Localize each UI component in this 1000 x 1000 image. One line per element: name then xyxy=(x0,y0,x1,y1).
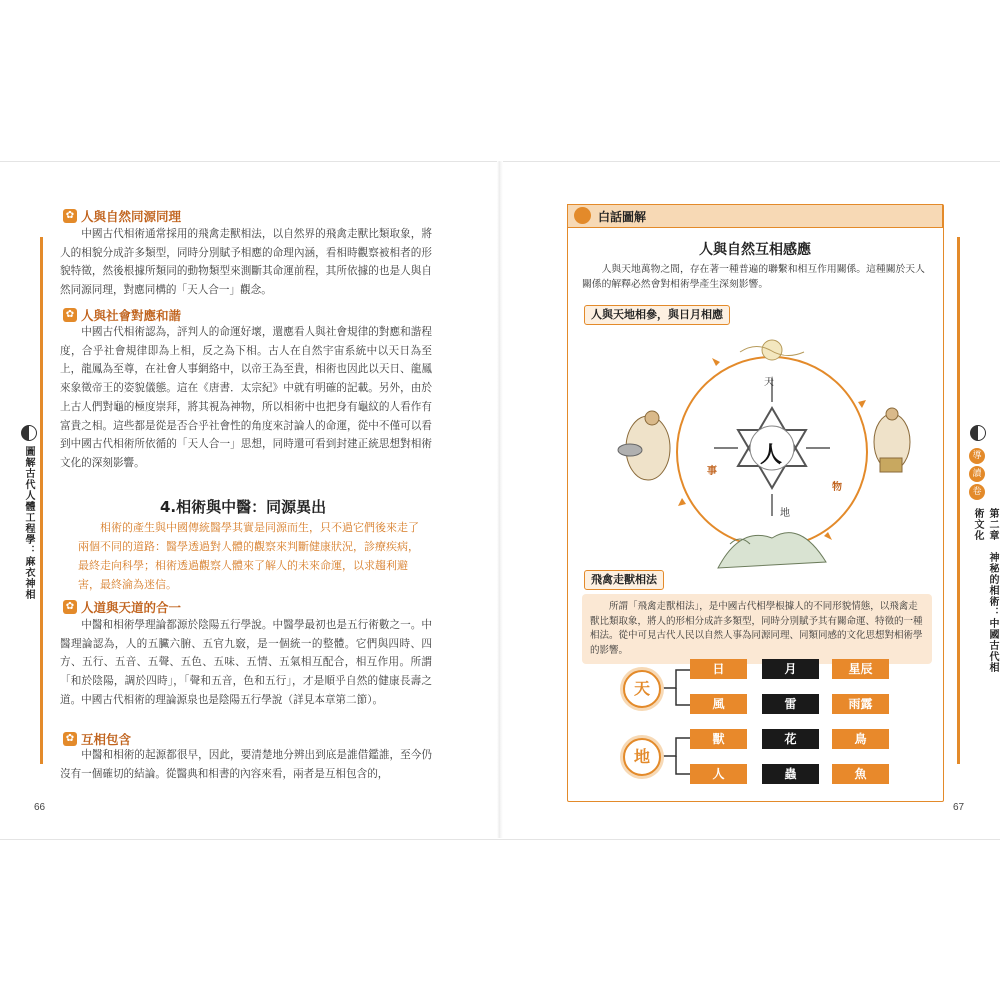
cell-human: 人 xyxy=(690,764,747,784)
left-running-title: 圖解古代人體工程學：麻衣神相 xyxy=(23,446,34,600)
diagram-tag: 人與天地相參，與日月相應 xyxy=(584,305,730,325)
badge-juan: 卷 xyxy=(969,484,985,500)
cell-beast: 獸 xyxy=(690,729,747,749)
label-affairs: 事 xyxy=(707,466,717,477)
deity-figure-illustration xyxy=(874,408,910,472)
badge-dao: 導 xyxy=(969,448,985,464)
cell-wind: 風 xyxy=(690,694,747,714)
yin-yang-icon xyxy=(970,425,986,441)
chapter-badges xyxy=(969,448,987,500)
cell-thunder: 雷 xyxy=(762,694,819,714)
cell-moon: 月 xyxy=(762,659,819,679)
cell-sun: 日 xyxy=(690,659,747,679)
cell-stars: 星辰 xyxy=(832,659,889,679)
right-margin-bar xyxy=(957,237,960,764)
paragraph-society: 中國古代相術認為，評判人的命運好壞，還應看人與社會規律的對應和諧程度，合乎社會規律即為上相，反之為下相。古人在自然宇宙系統中以天日為至上，龍鳳為至尊，在社會人事網絡中，以帝王為至貴，相術也因此以天日、龍鳳來象徵帝王的姿貌儀態。這在《唐書．太宗紀》中就有明確的記載。另外，由於上古人們對龜的極度崇拜，將其視為神物，所以相術中也把身有龜紋的人看作有富貴之相。這些都是從是否合乎社會性的角度來討論人的命運，從中不僅可以看到中國古代相術所依循的「天人合一」思想，同時還可看到封建正統思想對相術文化的深刻影響。 xyxy=(60,326,432,469)
section-bullet-icon: ✿ xyxy=(63,732,77,746)
label-earth: 地 xyxy=(780,508,790,519)
heading-mutual: ✿ 互相包含 xyxy=(63,730,131,748)
section-summary: 相術的產生與中國傳統醫學其實是同源而生，只不過它們後來走了兩個不同的道路：醫學透過對人體的觀察來判斷健康狀況，診療疾病，最終走向科學；相術透過觀察人體來了解人的未來命運，以求趨利避害，最終淪為迷信。 xyxy=(78,521,419,591)
method-tag: 飛禽走獸相法 xyxy=(584,570,664,590)
section-title: 4.相術與中醫：同源異出 xyxy=(160,498,327,516)
root-heaven: 天 xyxy=(623,670,661,708)
method-note: 所謂「飛禽走獸相法」，是中國古代相學根據人的不同形貌情態，以飛禽走獸比類取象，將人的形相分成許多類型，同時分別賦予其有關命運、特徵的一種相法。從中可見古代人民以自然人事為同源同理、同類同感的文化思想對相術學的影響。 xyxy=(582,594,932,664)
page-number-left: 66 xyxy=(34,802,46,813)
section-bullet-icon: ✿ xyxy=(63,600,77,614)
page-number-right: 67 xyxy=(953,802,965,813)
landscape-illustration xyxy=(718,533,826,568)
paragraph-dao: 中醫和相術學理論都源於陰陽五行學說。中醫學最初也是五行術數之一。中醫理論認為，人的五臟六腑、五官九竅，是一個統一的整體。它們與四時、四方、五行、五音、五聲、五色、五味、五情、五氣相互配合，相互作用。所謂「和於陰陽，調於四時」，「聲和五音，色和五行」，才是順乎自然的健康長壽之道。中國古代相術的理論源泉也是陰陽五行學說（詳見本章第二節）。 xyxy=(60,619,432,706)
panel-header: 白話圖解 xyxy=(567,204,943,228)
sun-moon-illustration xyxy=(740,340,804,360)
yin-yang-icon xyxy=(21,425,37,441)
cell-dew: 雨露 xyxy=(832,694,889,714)
heading-society: ✿ 人與社會對應和諧 xyxy=(63,306,181,324)
badge-du: 讀 xyxy=(969,466,985,482)
heading-nature: ✿ 人與自然同源同理 xyxy=(63,207,181,225)
arrow-head-icon xyxy=(824,532,832,540)
arrow-head-icon xyxy=(858,400,866,408)
arrow-head-icon xyxy=(678,498,686,506)
root-earth: 地 xyxy=(623,738,661,776)
section-bullet-icon: ✿ xyxy=(63,209,77,223)
page-fold xyxy=(497,161,503,838)
paragraph-mutual: 中醫和相術的起源都很早，因此，要清楚地分辨出到底是誰借鑑誰，至今仍沒有一個確切的結論。從醫典和相書的內容來看，兩者是互相包含的， xyxy=(60,749,432,780)
sage-figure-illustration xyxy=(618,411,670,480)
center-person-char: 人 xyxy=(759,443,782,468)
paragraph-nature: 中國古代相術通常採用的飛禽走獸相法，以自然界的飛禽走獸比類取象，將人的相貌分成許多類型，同時分別賦予相應的命理內涵，看相時觀察被相者的形貌特徵，然後根據所類同的動物類型來測斷其命運前程，其所依據的也是人與自然同源同理，對應同構的「天人合一」觀念。 xyxy=(60,228,432,297)
label-heaven: 天 xyxy=(764,377,774,388)
panel-title: 人與自然互相感應 xyxy=(699,242,811,258)
arrow-head-icon xyxy=(712,358,720,366)
lotus-icon xyxy=(574,207,591,224)
panel-intro: 人與天地萬物之間，存在著一種普遍的聯繫和相互作用關係。這種關於天人關係的解釋必然會對相術學產生深刻影響。 xyxy=(582,264,925,290)
left-margin-bar xyxy=(40,237,43,764)
right-running-title: 第二章 神秘的相術：中國古代相術文化 xyxy=(972,508,998,673)
section-bullet-icon: ✿ xyxy=(63,308,77,322)
cell-insect: 蟲 xyxy=(762,764,819,784)
label-things: 物 xyxy=(832,482,842,493)
cell-fish: 魚 xyxy=(832,764,889,784)
cell-bird: 鳥 xyxy=(832,729,889,749)
cell-flower: 花 xyxy=(762,729,819,749)
heading-dao: ✿ 人道與天道的合一 xyxy=(63,598,181,616)
